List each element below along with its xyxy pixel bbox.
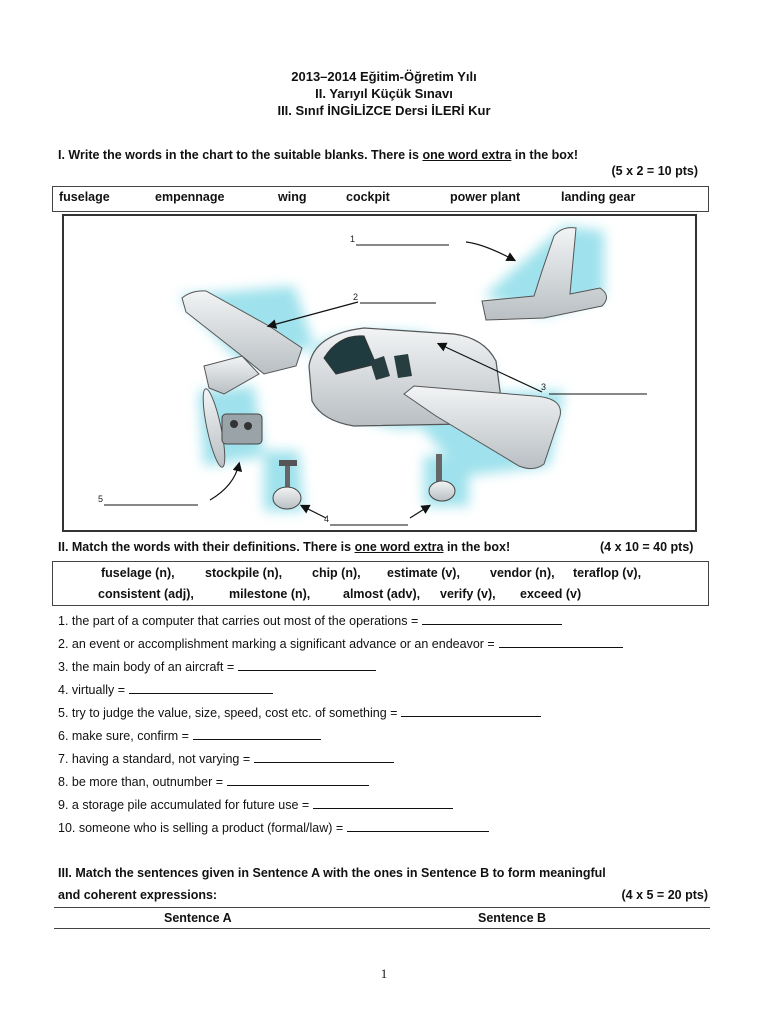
sentence-match-table-header — [54, 907, 710, 929]
landing-gear-strut — [285, 466, 290, 488]
engine-detail — [230, 420, 238, 428]
word-box-item: exceed (v) — [520, 587, 582, 601]
word-box-item: chip (n), — [312, 566, 361, 580]
section2-title-underlined: one word extra — [354, 540, 444, 554]
section2-title-end: in the box! — [443, 540, 511, 554]
answer-blank[interactable] — [129, 681, 273, 694]
word-box-item: estimate (v), — [387, 566, 460, 580]
airplane-diagram-frame — [62, 214, 697, 532]
section1-word-box — [52, 186, 709, 212]
word-box-item: consistent (adj), — [98, 587, 194, 601]
section3-title-line2-row — [58, 884, 708, 906]
section2-word-box — [52, 561, 709, 606]
column-header-sentence-b: Sentence B — [478, 911, 547, 925]
definition-text: 7. having a standard, not varying = — [58, 752, 251, 766]
answer-blank[interactable] — [401, 704, 541, 717]
definition-text: 3. the main body of an aircraft = — [58, 660, 235, 674]
header-course: III. Sınıf İNGİLİZCE Dersi İLERİ Kur — [277, 103, 491, 118]
word-box-item: fuselage (n), — [101, 566, 175, 580]
definition-text: 6. make sure, confirm = — [58, 729, 189, 743]
landing-gear-strut — [279, 460, 297, 466]
section2-title — [58, 540, 510, 554]
landing-gear-wheel — [429, 481, 455, 501]
arrow-4b — [410, 506, 429, 518]
page-number: 1 — [380, 966, 388, 981]
definition-text: 9. a storage pile accumulated for future use = — [58, 798, 310, 812]
section2-points: (4 x 10 = 40 pts) — [600, 540, 694, 554]
landing-gear-strut — [436, 454, 442, 482]
answer-blank[interactable] — [347, 819, 489, 832]
definition-row — [58, 771, 718, 794]
arrow-4a — [302, 506, 326, 518]
definition-row — [58, 633, 718, 656]
section3-title-line1: III. Match the sentences given in Sentence A with the ones in Sentence B to form meaningful — [58, 866, 606, 880]
word-box-item: teraflop (v), — [573, 566, 642, 580]
word-box-item: vendor (n), — [490, 566, 555, 580]
definition-row — [58, 725, 718, 748]
word-box-item: stockpile (n), — [205, 566, 283, 580]
definition-text: 2. an event or accomplishment marking a significant advance or an endeavor = — [58, 637, 495, 651]
word-box-item: landing gear — [561, 190, 636, 204]
arrow-5 — [210, 464, 239, 500]
diagram-label-3: 3 — [541, 382, 547, 392]
answer-blank[interactable] — [499, 635, 623, 648]
section1-title-underlined: one word extra — [422, 148, 512, 162]
landing-gear-wheel — [273, 487, 301, 509]
section2-title-text: II. Match the words with their definitions. There is — [58, 540, 355, 554]
definition-row — [58, 656, 718, 679]
word-box-item: empennage — [155, 190, 225, 204]
definition-row — [58, 702, 718, 725]
definition-text: 1. the part of a computer that carries out most of the operations = — [58, 614, 419, 628]
section3-title — [58, 862, 708, 906]
header-academic-year: 2013–2014 Eğitim-Öğretim Yılı — [291, 69, 477, 84]
engine-part — [222, 414, 262, 444]
definition-text: 8. be more than, outnumber = — [58, 775, 224, 789]
answer-blank[interactable] — [422, 612, 562, 625]
word-box-item: fuselage — [59, 190, 110, 204]
diagram-label-4: 4 — [324, 514, 330, 524]
answer-blank[interactable] — [313, 796, 453, 809]
definition-row — [58, 748, 718, 771]
definition-text: 5. try to judge the value, size, speed, cost etc. of something = — [58, 706, 398, 720]
word-box-item: milestone (n), — [229, 587, 311, 601]
airplane-diagram — [64, 216, 695, 530]
section1-points: (5 x 2 = 10 pts) — [611, 164, 698, 178]
diagram-label-5: 5 — [98, 494, 104, 504]
header-exam-type: II. Yarıyıl Küçük Sınavı — [315, 86, 453, 101]
diagram-label-2: 2 — [353, 292, 359, 302]
exam-header — [0, 68, 768, 119]
answer-blank[interactable] — [227, 773, 369, 786]
definition-row — [58, 679, 718, 702]
definition-text: 4. virtually = — [58, 683, 126, 697]
definition-row — [58, 794, 718, 817]
diagram-label-1: 1 — [350, 234, 356, 244]
answer-blank[interactable] — [238, 658, 376, 671]
section1-title-text: I. Write the words in the chart to the suitable blanks. There is — [58, 148, 423, 162]
engine-detail — [244, 422, 252, 430]
word-box-item: wing — [278, 190, 307, 204]
word-box-item: power plant — [450, 190, 521, 204]
definition-row — [58, 817, 718, 840]
word-box-item: almost (adv), — [343, 587, 421, 601]
definitions-list — [58, 610, 718, 840]
definition-text: 10. someone who is selling a product (formal/law) = — [58, 821, 344, 835]
word-box-item: cockpit — [346, 190, 390, 204]
section1-title — [58, 148, 578, 162]
arrow-1 — [466, 242, 514, 260]
definition-row — [58, 610, 718, 633]
answer-blank[interactable] — [254, 750, 394, 763]
section3-title-line2: and coherent expressions: — [58, 888, 218, 902]
answer-blank[interactable] — [193, 727, 321, 740]
section1-title-end: in the box! — [511, 148, 579, 162]
word-box-item: verify (v), — [440, 587, 496, 601]
section3-points: (4 x 5 = 20 pts) — [621, 888, 708, 902]
column-header-sentence-a: Sentence A — [164, 911, 232, 925]
